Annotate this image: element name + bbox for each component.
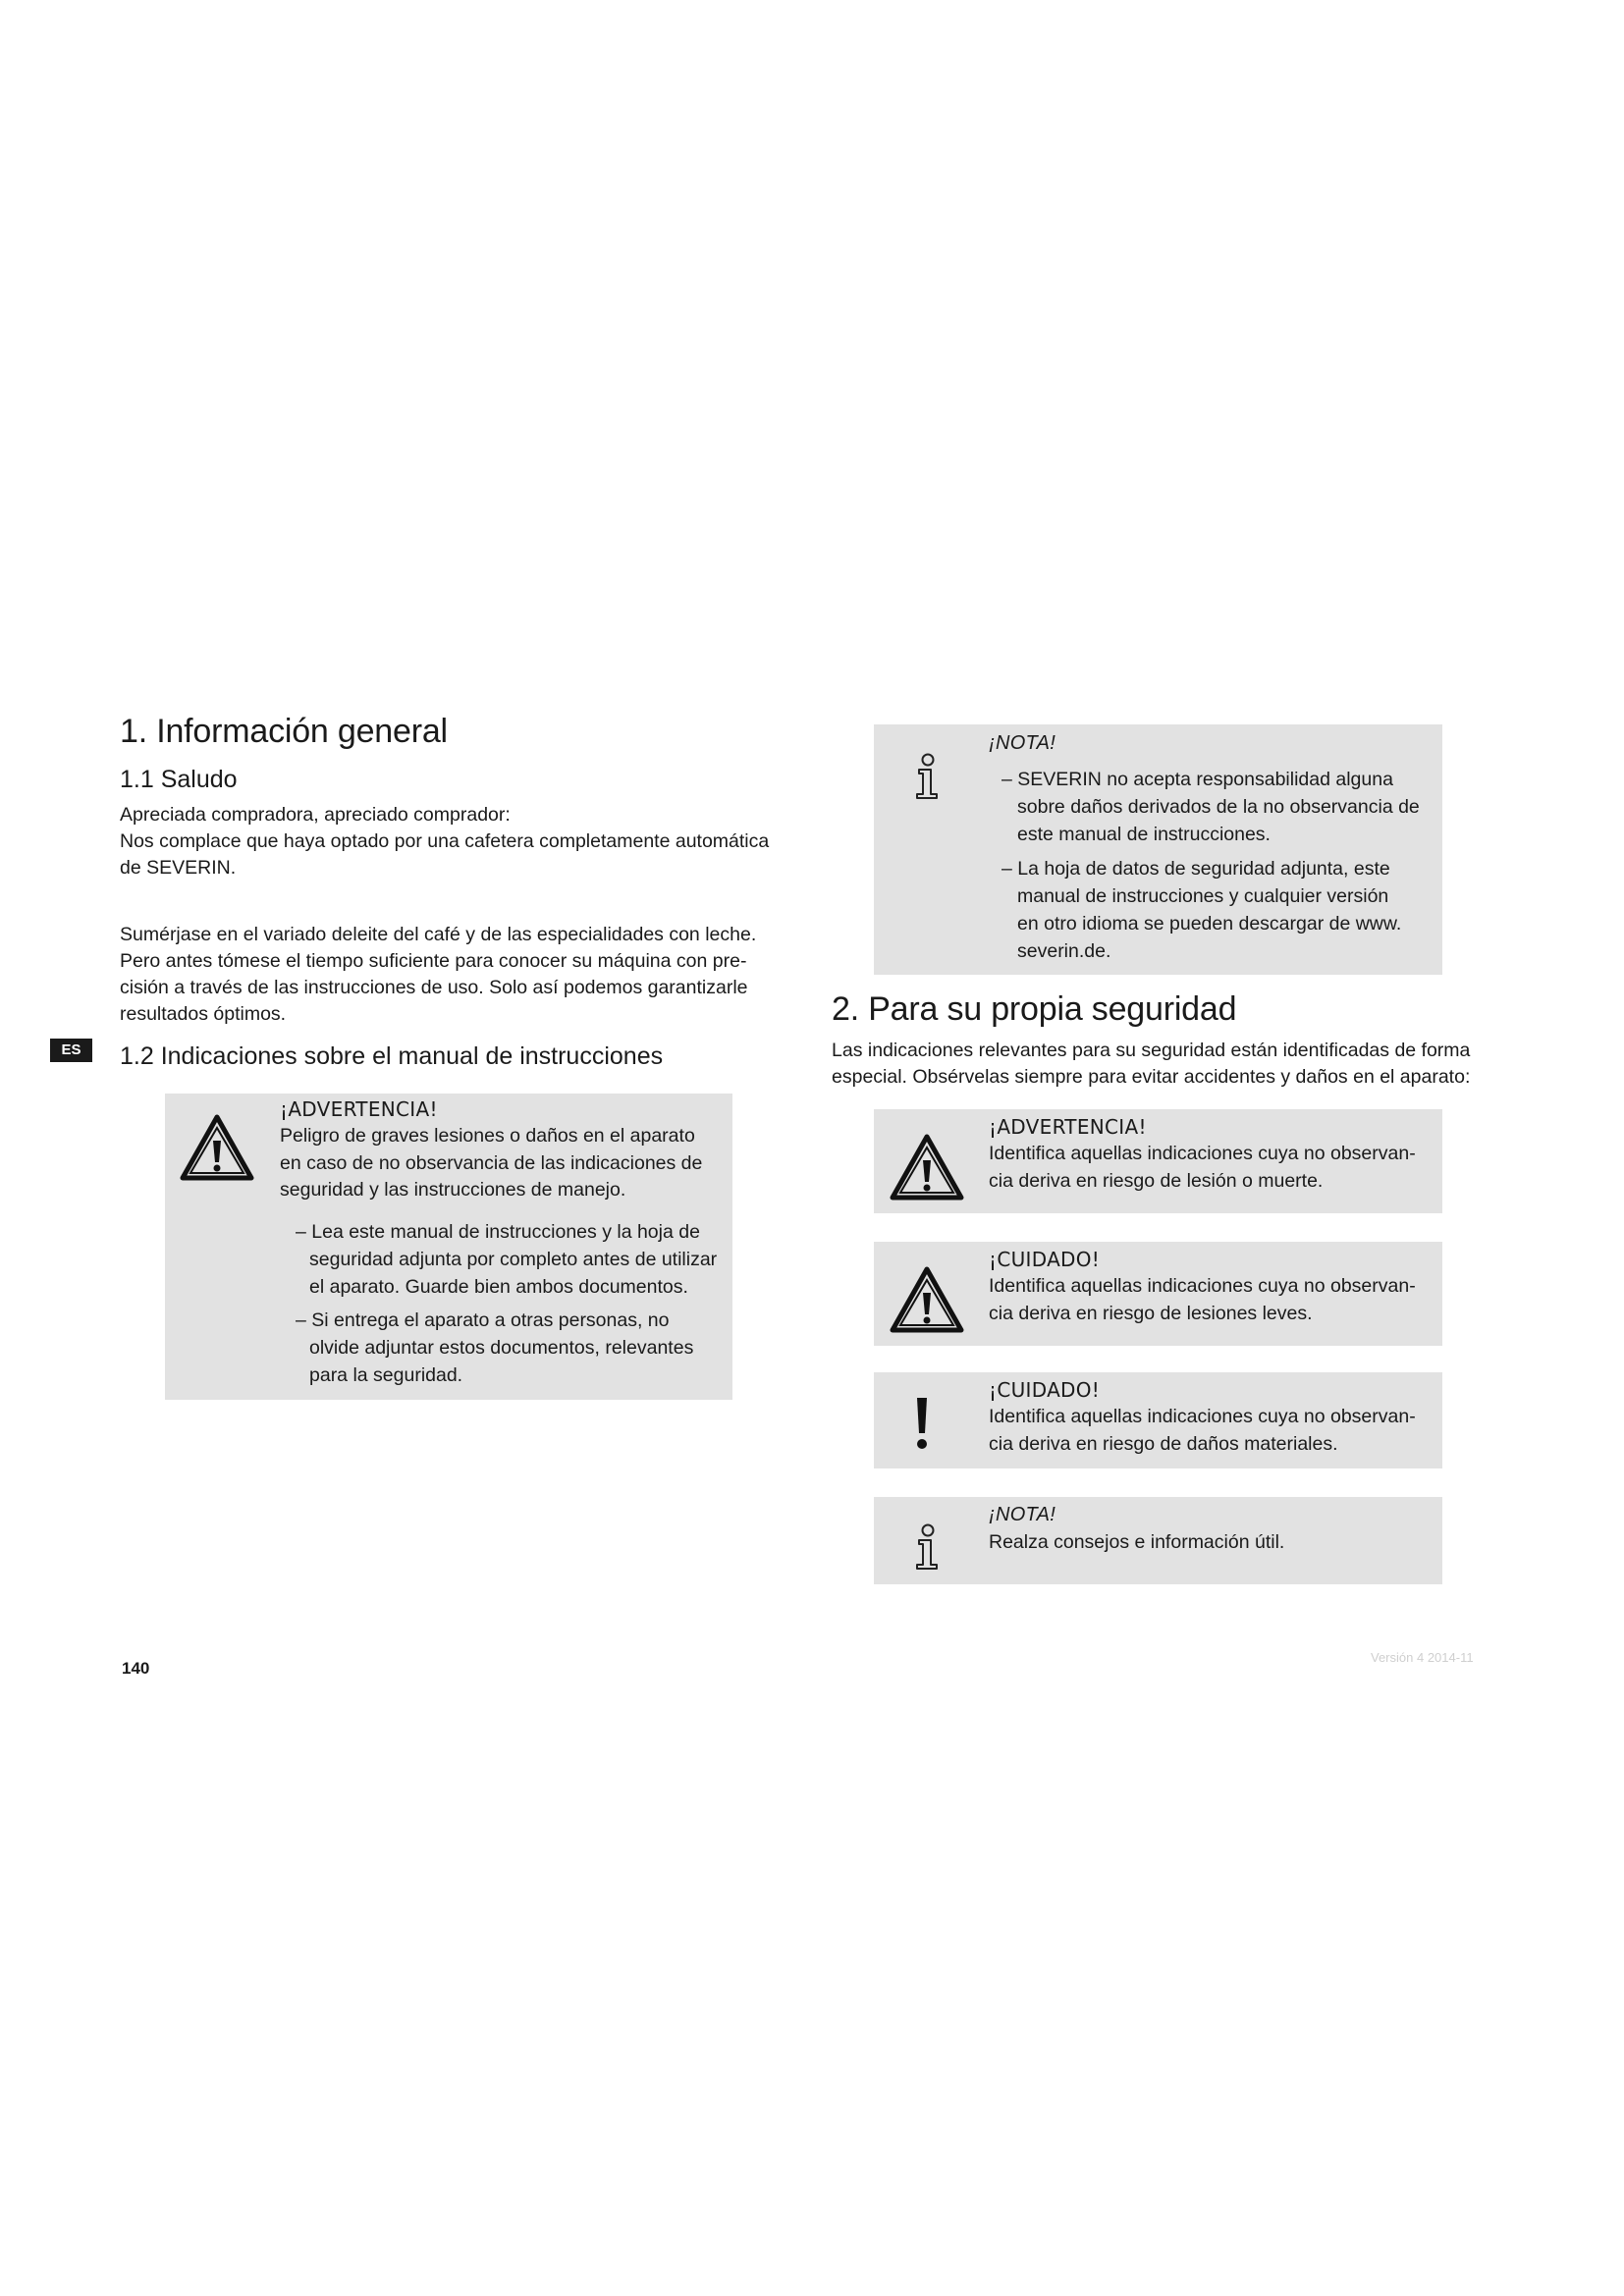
note-bullet bbox=[1001, 766, 1420, 848]
warning-line: Peligro de graves lesiones o daños en el aparato bbox=[280, 1125, 695, 1147]
legend-line: Realza consejos e información útil. bbox=[989, 1531, 1285, 1553]
saludo-paragraph bbox=[120, 802, 769, 881]
section-1-2-heading: 1.2 Indicaciones sobre el manual de instrucciones bbox=[120, 1042, 664, 1070]
legend-title: ¡ADVERTENCIA! bbox=[989, 1115, 1147, 1139]
saludo-line: Nos complace que haya optado por una cafetera completamente automática bbox=[120, 830, 770, 852]
warning-text bbox=[280, 1123, 702, 1204]
language-tag: ES bbox=[50, 1039, 92, 1062]
bullet-line: – SEVERIN no acepta responsabilidad alguna bbox=[1001, 769, 1393, 790]
bullet-line: el aparato. Guarde bien ambos documentos. bbox=[309, 1276, 688, 1298]
section-2-heading: 2. Para su propia seguridad bbox=[832, 990, 1237, 1028]
intro-line: Sumérjase en el variado deleite del café y de las especialidades con leche. bbox=[120, 924, 757, 945]
legend-line: Identifica aquellas indicaciones cuya no observan- bbox=[989, 1143, 1416, 1164]
section-1-1-heading: 1.1 Saludo bbox=[120, 766, 238, 793]
warning-line: seguridad y las instrucciones de manejo. bbox=[280, 1179, 626, 1201]
warning-title: ¡ADVERTENCIA! bbox=[280, 1097, 438, 1121]
page-number: 140 bbox=[122, 1659, 150, 1678]
legend-text bbox=[989, 1273, 1416, 1327]
saludo-line: Apreciada compradora, apreciado comprador: bbox=[120, 804, 511, 826]
legend-title: ¡CUIDADO! bbox=[989, 1378, 1101, 1402]
legend-caution-box bbox=[874, 1242, 1442, 1346]
intro-paragraph bbox=[120, 922, 756, 1028]
warning-triangle-icon bbox=[889, 1265, 965, 1334]
note-bullet bbox=[1001, 855, 1401, 965]
exclamation-icon bbox=[915, 1396, 929, 1451]
legend-line: cia deriva en riesgo de daños materiales. bbox=[989, 1432, 1338, 1455]
legend-line: cia deriva en riesgo de lesión o muerte. bbox=[989, 1169, 1324, 1192]
legend-title: ¡CUIDADO! bbox=[989, 1248, 1101, 1271]
bullet-line: severin.de. bbox=[1017, 940, 1111, 962]
warning-bullet bbox=[296, 1307, 693, 1389]
warning-triangle-icon bbox=[179, 1113, 255, 1182]
info-icon bbox=[914, 1523, 942, 1571]
legend-line: Identifica aquellas indicaciones cuya no observan- bbox=[989, 1406, 1416, 1427]
bullet-line: – Si entrega el aparato a otras personas, no bbox=[296, 1309, 670, 1331]
intro-line: resultados óptimos. bbox=[120, 1003, 287, 1025]
bullet-line: manual de instrucciones y cualquier versión bbox=[1017, 885, 1389, 907]
warning-line: en caso de no observancia de las indicaciones de bbox=[280, 1151, 703, 1174]
bullet-line: – Lea este manual de instrucciones y la hoja de bbox=[296, 1221, 700, 1243]
note-title: ¡NOTA! bbox=[989, 732, 1056, 754]
legend-warning-box bbox=[874, 1109, 1442, 1213]
bullet-line: – La hoja de datos de seguridad adjunta, este bbox=[1001, 858, 1390, 880]
bullet-line: sobre daños derivados de la no observancia de bbox=[1017, 796, 1420, 818]
intro-line: Pero antes tómese el tiempo suficiente para conocer su máquina con pre- bbox=[120, 950, 747, 972]
intro-line: Las indicaciones relevantes para su seguridad están identificadas de forma bbox=[832, 1040, 1471, 1061]
safety-intro-paragraph bbox=[832, 1038, 1470, 1091]
legend-text bbox=[989, 1529, 1284, 1557]
info-icon bbox=[914, 753, 942, 800]
legend-text bbox=[989, 1404, 1416, 1458]
legend-note-box bbox=[874, 1497, 1442, 1584]
warning-box bbox=[165, 1094, 732, 1400]
legend-material-caution-box bbox=[874, 1372, 1442, 1468]
bullet-line: olvide adjuntar estos documentos, relevantes bbox=[309, 1337, 694, 1359]
warning-triangle-icon bbox=[889, 1133, 965, 1201]
intro-line: cisión a través de las instrucciones de uso. Solo así podemos garantizarle bbox=[120, 977, 748, 998]
warning-bullet bbox=[296, 1218, 717, 1301]
legend-text bbox=[989, 1141, 1416, 1195]
legend-title: ¡NOTA! bbox=[989, 1504, 1056, 1525]
bullet-line: en otro idioma se pueden descargar de www. bbox=[1017, 913, 1402, 934]
intro-line: especial. Obsérvelas siempre para evitar accidentes y daños en el aparato: bbox=[832, 1066, 1471, 1088]
bullet-line: este manual de instrucciones. bbox=[1017, 824, 1271, 845]
bullet-line: para la seguridad. bbox=[309, 1364, 463, 1386]
section-1-heading: 1. Información general bbox=[120, 713, 448, 750]
saludo-line: de SEVERIN. bbox=[120, 857, 237, 879]
version-label: Versión 4 2014-11 bbox=[1371, 1650, 1474, 1665]
note-box bbox=[874, 724, 1442, 975]
legend-line: cia deriva en riesgo de lesiones leves. bbox=[989, 1302, 1313, 1324]
legend-line: Identifica aquellas indicaciones cuya no observan- bbox=[989, 1275, 1416, 1297]
bullet-line: seguridad adjunta por completo antes de utilizar bbox=[309, 1249, 718, 1270]
